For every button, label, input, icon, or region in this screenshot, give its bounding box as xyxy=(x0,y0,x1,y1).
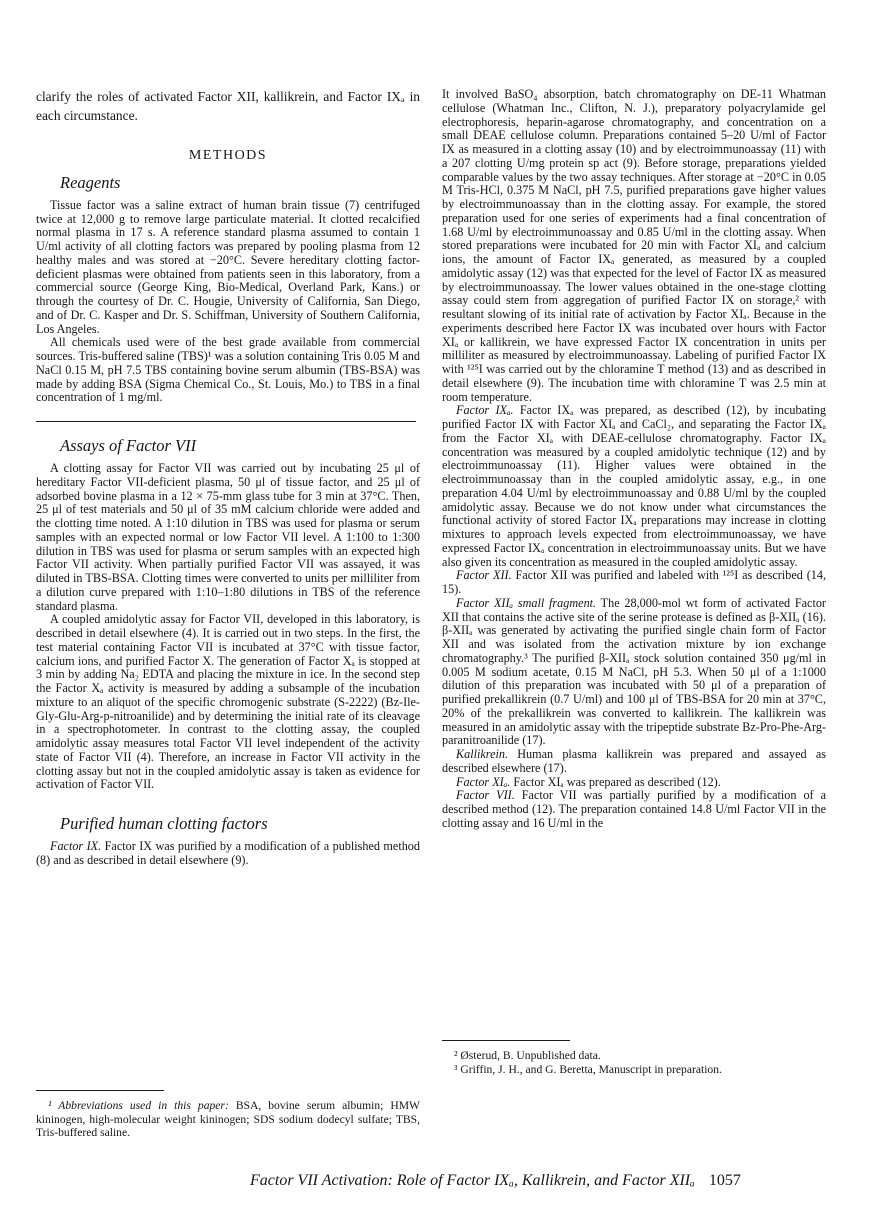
factor-ix-text: Factor IX was purified by a modification of a published method (8) and as described in detail elsewhere (9). xyxy=(36,839,420,867)
left-footnotes xyxy=(36,1090,420,1140)
factor-vii-paragraph xyxy=(442,789,826,830)
factor-ixa-label: Factor IXₐ. xyxy=(456,403,514,418)
footnote-1 xyxy=(36,1099,420,1140)
assays-paragraph-1: A clotting assay for Factor VII was carried out by incubating 25 μl of hereditary Factor VII-deficient plasma, 50 μl of tissue factor, and 25 μl of adsorbed bovine plasma in a 12 × 75-mm glass tube for 3 min at 37°C. Then, 25 μl of test materials and 50 μl of 35 mM calcium chloride were added and the clotting time noted. A 1:10 dilution in TBS was used for plasma or serum samples with an expected normal or low Factor VII level. A 1:100 to 1:300 dilution in TBS was used for plasma or serum samples with an expected high Factor VII activity. When partially purified Factor VII was assayed, it was diluted in TBS-BSA. Clotting times were converted to units per milliliter from a dilution curve prepared with 1:10–1:80 dilutions in TBS of the reference standard plasma. xyxy=(36,461,420,613)
right-column xyxy=(442,88,826,831)
reagents-paragraph-1: Tissue factor was a saline extract of human brain tissue (7) centrifuged twice at 12,000 g to remove large particulate material. It clotted recalcified normal plasma in 17 s. A reference standard plasma assumed to contain 1 U/ml activity of all clotting factors was prepared by pooling plasma from 12 healthy males and was stored at −20°C. Severe hereditary clotting factor-deficient plasmas were obtained from patients seen in this laboratory, from a commercial source (George King, Bio-Medical, Overland Park, Kans.) or through the courtesy of Dr. C. Hougie, University of California, San Diego, and of Dr. C. Kasper and Dr. S. Schiffman, University of Southern California, Los Angeles. xyxy=(36,197,420,336)
section-divider xyxy=(36,421,416,422)
kallikrein-paragraph xyxy=(442,748,826,776)
assays-paragraph-2: A coupled amidolytic assay for Factor VII, developed in this laboratory, is described in detail elsewhere (4). It is carried out in two steps. In the first, the test material containing Factor VII is incubated at 37°C with tissue factor, calcium ions, and purified Factor X. The generation of Factor Xₐ is stopped at 3 min by adding Na₂ EDTA and placing the mixture in ice. In the second step the Factor Xₐ activity is measured by adding a subsample of the incubation mixture to an aliquot of the specific chromogenic substrate (S-2222) (Bz-Ile-Gly-Glu-Arg-p-nitroanilide) and by determining the initial rate of its cleavage in a spectrophotometer. In contrast to the clotting assay, the coupled amidolytic assay measures total Factor VII level independent of the activity state of Factor VII (4). Therefore, an increase in Factor VII activity in the clotting assay but not in the coupled amidolytic assay is taken as evidence for activation of Factor VII. xyxy=(36,612,420,792)
factor-xii-label: Factor XII. xyxy=(456,568,512,583)
factor-ix-label: Factor IX. xyxy=(50,839,102,853)
kallikrein-label: Kallikrein. xyxy=(456,747,509,761)
page-footer xyxy=(250,1172,850,1190)
reagents-heading: Reagents xyxy=(60,172,121,192)
footnote-rule xyxy=(36,1090,164,1091)
methods-heading: METHODS xyxy=(188,148,268,163)
factor-ix-continuation: It involved BaSO₄ absorption, batch chromatography on DE-11 Whatman cellulose (Whatman Inc., Clifton, N. J.), preparatory polyacrylamide gel electrophoresis, heparin-agarose chromatography, and concentration on a small DEAE cellulose column. Preparations contained 5–20 U/ml of Factor IX as measured in a clotting assay (10) and by electroimmunoassay (11) with a 207 clotting U/mg protein sp act (9). Before storage, preparations yielded comparable values by the two assay techniques. After storage at −20°C in 0.05 M Tris-HCl, 0.375 M NaCl, pH 7.5, purified preparations gave higher values by electroimmunoassay than in the clotting assay. For example, the stored preparation used for one series of experiments had a final concentration of 1.68 U/ml by electroimmunoassay and 0.85 U/ml in the clotting assay. When stored preparations were incubated for 20 min with Factor XIₐ and calcium ions, the amount of Factor IXₐ generated, as measured by a coupled amidolytic assay (12) was that expected for the level of Factor IX as measured by electroimmunoassay. The lower values obtained in the one-stage clotting assay could stem from aggregation of purified Factor IX on storage,² with resultant slowing of its initial rate of activation by Factor XIₐ. Because in the experiments described here Factor IX was incubated over hours with Factor XIₐ or kallikrein, we have expressed Factor IX concentration in units per milliliter as measured by electroimmunoassay. Labeling of purified Factor IX with ¹²⁵I was carried out by the chloramine T method (13) and as described in detail elsewhere (9). The incubation time with chloramine T was 2.5 min at room temperature. xyxy=(442,87,826,404)
left-column xyxy=(36,88,420,868)
factor-xiia-text: The 28,000-mol wt form of activated Factor XII that contains the active site of the serine protease is defined as β-XIIₐ (16). β-XIIₐ was generated by activating the purified single chain form of Factor XII and was isolated from the activation mixture by ion exchange chromatography.³ The purified β-XIIₐ stock solution contained 350 μg/ml in 0.005 M sodium acetate, 0.15 M NaCl, pH 5.3. When 50 μl of a 1:1000 dilution of this preparation was incubated with 50 μl of a preparation of purified prekallikrein (0.7 U/ml) and 100 μl of TBS-BSA for 20 min at 37°C, 20% of the prekallikrein was converted to kallikrein. The kallikrein was measured in an amidolytic assay with the tripeptide substrate Bz-Pro-Phe-Arg-paranitroanilide (17). xyxy=(442,595,826,748)
factor-ixa-paragraph xyxy=(442,404,826,569)
factor-xii-paragraph xyxy=(442,569,826,597)
factor-xia-text: Factor XIₐ was prepared as described (12). xyxy=(513,774,721,789)
kallikrein-text: Human plasma kallikrein was prepared and assayed as described elsewhere (17). xyxy=(442,747,826,775)
factor-vii-text: Factor VII was partially purified by a modification of a described method (12). The preparation contained 14.8 U/ml Factor VII in the clotting assay and 16 U/ml in the xyxy=(442,788,826,830)
footnote-rule-right xyxy=(442,1040,570,1041)
factor-ix-paragraph xyxy=(36,840,420,868)
reagents-paragraph-2: All chemicals used were of the best grade available from commercial sources. Tris-buffered saline (TBS)¹ was a solution containing Tris 0.05 M and NaCl 0.15 M, pH 7.5 TBS containing bovine serum albumin (TBS-BSA) was made by adding BSA (Sigma Chemical Co., St. Louis, Mo.) to TBS in a final concentration of 1 mg/ml. xyxy=(36,335,420,405)
right-footnotes xyxy=(442,1040,826,1076)
purified-factors-heading: Purified human clotting factors xyxy=(60,814,268,833)
factor-xia-label: Factor XIₐ. xyxy=(456,774,511,789)
factor-xii-text: Factor XII was purified and labeled with ¹²⁵I as described (14, 15). xyxy=(442,568,827,596)
footnote-3: ³ Griffin, J. H., and G. Beretta, Manuscript in preparation. xyxy=(454,1062,722,1076)
factor-ixa-text: Factor IXₐ was prepared, as described (12), by incubating purified Factor IX with Factor XIₐ and CaCl₂, and separating the Factor IXₐ from the Factor XIₐ with DEAE-cellulose chromatography. Factor IXₐ concentration was measured by a coupled amidolytic technique (12) and by electroimmunoassay (11). Higher values were obtained in the electroimmunoassay than in the coupled amidolytic assay, e.g., in one preparation 4.04 U/ml by electroimmunoassay and 0.88 U/ml by the coupled amidolytic assay. Because we do not know under what circumstances the functional activity of stored Factor IXₐ preparations may increase in clotting mixtures to approach levels expected from electroimmunoassay, we have expressed Factor IXₐ concentration in electroimmunoassay units. But we have also given its concentration as measured in the coupled amidolytic assay. xyxy=(442,403,826,569)
factor-xia-paragraph xyxy=(442,776,826,790)
factor-vii-label: Factor VII. xyxy=(456,788,515,803)
assays-heading: Assays of Factor VII xyxy=(60,436,197,455)
intro-paragraph: clarify the roles of activated Factor XII, kallikrein, and Factor IXₐ in each circumstance. xyxy=(36,89,420,123)
footnote-1-label: ¹ Abbreviations used in this paper: xyxy=(48,1099,229,1112)
running-title: Factor VII Activation: Role of Factor IXₐ, Kallikrein, and Factor XIIₐ xyxy=(250,1172,695,1189)
footnote-2: ² Østerud, B. Unpublished data. xyxy=(454,1049,601,1062)
footnote-1-text: BSA, bovine serum albumin; HMW kininogen, high-molecular weight kininogen; SDS sodium dodecyl sulfate; TBS, Tris-buffered saline. xyxy=(36,1099,420,1139)
factor-xiia-paragraph xyxy=(442,597,826,748)
page-number: 1057 xyxy=(708,1172,741,1189)
factor-xiia-label: Factor XIIₐ small fragment. xyxy=(456,595,597,610)
